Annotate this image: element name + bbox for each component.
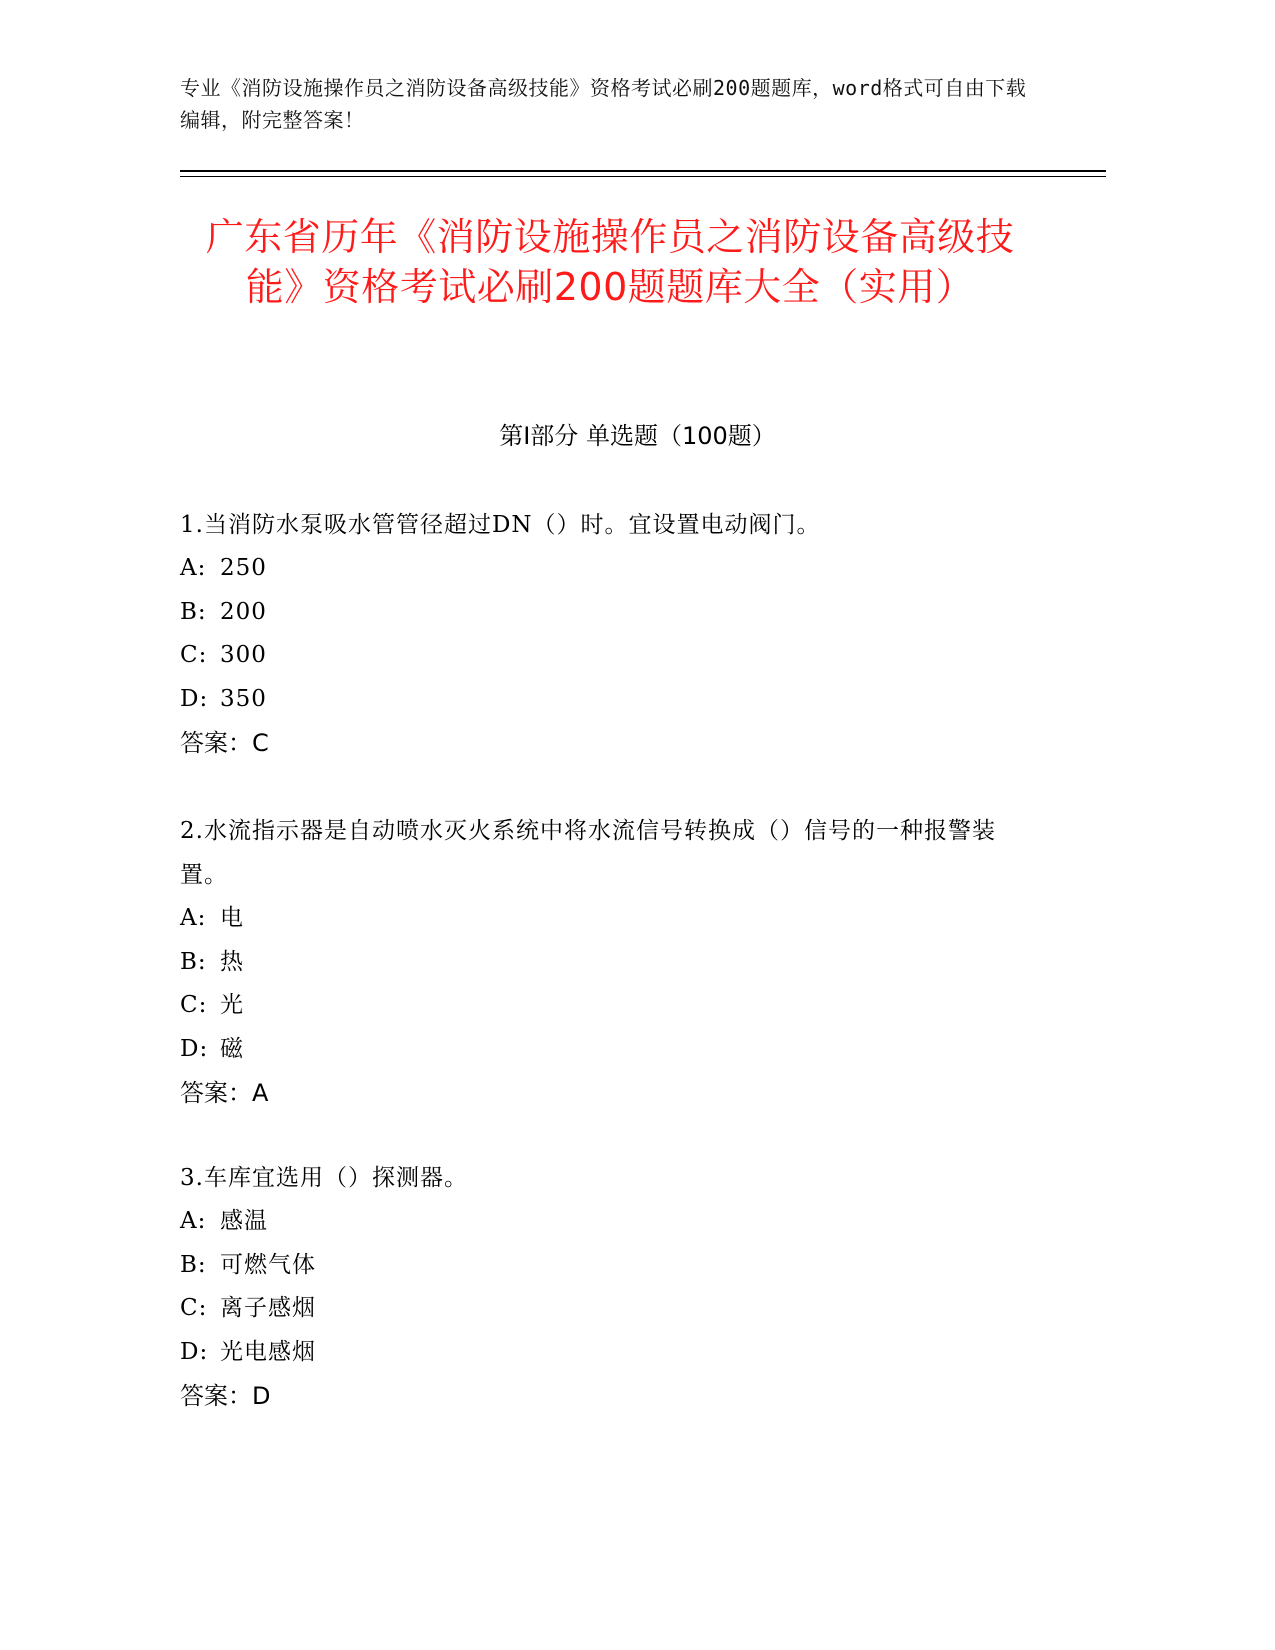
option-text: 250: [220, 555, 267, 581]
header-divider-thin: [180, 176, 1106, 177]
option-text: 热: [220, 948, 244, 975]
option-letter: B:: [180, 598, 207, 625]
option-letter: A:: [180, 905, 207, 931]
option-text: 350: [220, 685, 267, 712]
question-stem: 1.当消防水泵吸水管管径超过DN（）时。宜设置电动阀门。: [180, 512, 821, 538]
option-text: 电: [220, 905, 244, 931]
option-letter: D:: [180, 685, 209, 712]
option-letter: B:: [180, 1251, 207, 1278]
section-title: 第Ⅰ部分 单选题（100题）: [499, 422, 776, 450]
option-c: [180, 1287, 1030, 1331]
option-letter: C:: [180, 1295, 208, 1321]
option-text: 可燃气体: [220, 1251, 316, 1278]
question-block: [180, 1156, 1030, 1418]
option-d: [180, 678, 1030, 722]
header-divider-thick: [180, 170, 1106, 172]
option-a: [180, 897, 1030, 941]
option-letter: C:: [180, 642, 208, 668]
option-text: 光电感烟: [220, 1338, 316, 1365]
question-stem: 3.车库宜选用（）探测器。: [180, 1165, 468, 1191]
answer: 答案：A: [180, 1079, 269, 1107]
option-text: 光: [220, 992, 244, 1018]
option-letter: A:: [180, 555, 207, 581]
option-a: [180, 547, 1030, 591]
option-letter: C:: [180, 992, 208, 1018]
option-d: [180, 1028, 1030, 1072]
option-letter: A:: [180, 1208, 207, 1234]
option-c: [180, 634, 1030, 678]
answer: 答案：D: [180, 1382, 271, 1410]
question-stem: 2.水流指示器是自动喷水灭火系统中将水流信号转换成（）信号的一种报警装置。: [180, 818, 996, 888]
option-b: [180, 1244, 1030, 1288]
option-text: 感温: [220, 1208, 268, 1234]
option-text: 离子感烟: [220, 1295, 316, 1321]
option-text: 300: [220, 642, 267, 668]
option-text: 磁: [220, 1035, 244, 1062]
option-c: [180, 984, 1030, 1028]
option-letter: D:: [180, 1338, 209, 1365]
question-block: [180, 809, 1030, 1115]
option-a: [180, 1200, 1030, 1244]
answer: 答案：C: [180, 729, 269, 757]
header-note: 专业《消防设施操作员之消防设备高级技能》资格考试必刷200题题库，word格式可自由下载编辑，附完整答案！: [180, 76, 1027, 132]
option-letter: B:: [180, 948, 207, 975]
option-b: [180, 591, 1030, 635]
document-title: 广东省历年《消防设施操作员之消防设备高级技能》资格考试必刷200题题库大全（实用）: [205, 215, 1015, 309]
option-b: [180, 941, 1030, 985]
option-text: 200: [220, 598, 267, 625]
option-d: [180, 1331, 1030, 1375]
option-letter: D:: [180, 1035, 209, 1062]
question-block: [180, 503, 1030, 765]
